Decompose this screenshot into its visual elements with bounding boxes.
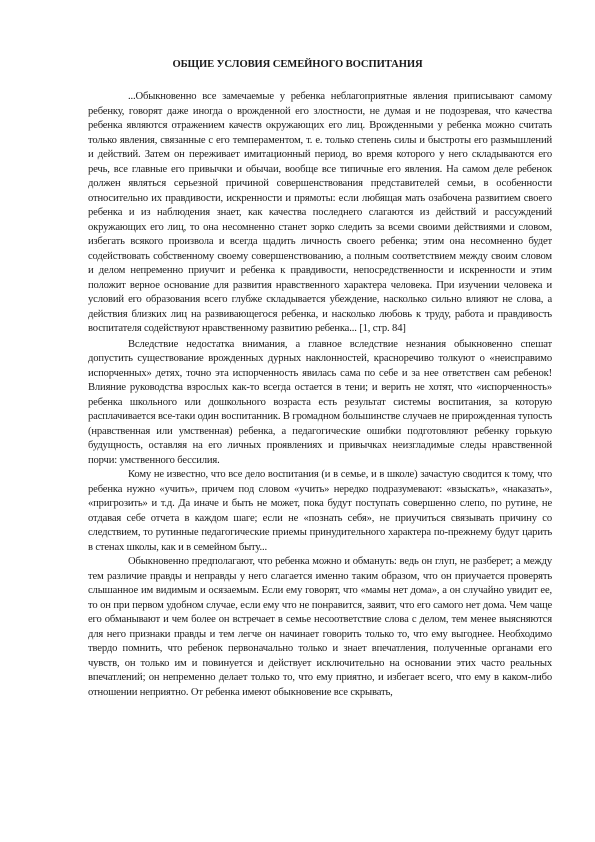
document-title: ОБЩИЕ УСЛОВИЯ СЕМЕЙНОГО ВОСПИТАНИЯ <box>172 59 423 70</box>
paragraph-2: Вследствие недостатка внимания, а главное вследствие незнания обыкновенно спешат допустить существование врожденных дурных наклонностей, красноречиво толкуют о «неисправимо испорченных» детях, точно эта испорченность явилась сама по себе и за нее ответствен сам ребенок! Влияние руководства взрослых как-то всегда остается в тени; и верить не хотят, что «испорченность» ребенка школьного или дошкольного возраста есть результат системы воспитания, за которую расплачивается все-таки один воспитанник. В громадном большинстве случаев не прирожденная тупость (нравственная или умственная) ребенка, а педагогические ошибки подготовляют ребенку горькую будущность, оставляя на его личных проявлениях и привычках неизгладимые следы нравственной порчи: умственного бессилия. <box>88 338 552 466</box>
paragraph-3: Кому не известно, что все дело воспитания (и в семье, и в школе) зачастую сводится к тому, что ребенка нужно «учить», причем под словом «учить» нередко подразумевают: «взыскать», «наказать», «пригрозить» и т.д. Да иначе и быть не может, пока будут поступать совершенно слепо, по рутине, не отдавая себе отчета в каждом шаге; если не «познать себя», не приучиться связывать причину со следствием, то рутинные педагогические приемы принудительного характера по-прежнему будут царить в стенах школы, как и в семейном быту... <box>88 469 552 553</box>
paragraph-1: ...Обыкновенно все замечаемые у ребенка неблагоприятные явления приписывают самому ребенку, говорят даже иногда о врожденной его злостности, не думая и не подозревая, что качества ребенка являются отражением качеств окружающих его лиц. Врожденными у ребенка можно считать только явления, связанные с его темпераментом, т. е. только степень силы и быстроты его размышлений и действий. Затем он переживает имитационный период, во время которого у него складываются его речь, все главные его привычки и обычаи, вообще все типичные его явления. На самом деле ребенок должен являться серьезной причиной совершенствования представителей семьи, в особенности относительно их правдивости, искренности и прямоты: если любящая мать озабочена развитием своего ребенка и из наблюдения знает, как качества последнего слагаются из действий и рассуждений окружающих его лиц, то она несомненно станет зорко следить за всеми своими действиями и словом, избегать всякого произвола и всегда щадить личность своего ребенка; этим она несомненно будет содействовать собственному своему совершенствованию, а полным соответствием между своим словом и делом непременно приучит и ребенка к правдивости, непосредственности и искренности и этим положит верное основание для развития нравственного характера человека. При изучении человека и условий его образования всего глубже складывается убеждение, насколько сильно влияют не слова, а действия близких лиц на развивающегося ребенка, и насколько любовь к труду, работа и правдивость воспитателя содействуют нравственному развитию ребенка... [1, стр. 84] <box>88 91 552 334</box>
paragraph-4: Обыкновенно предполагают, что ребенка можно и обмануть: ведь он глуп, не разберет; а между тем различие правды и неправды у него слагается именно таким образом, что он приучается проверять слышанное им видимым и осязаемым. Если ему говорят, что «мамы нет дома», а он случайно увидит ее, то он при первом удобном случае, если ему что не понравится, заявит, что его самого нет дома. Чем чаще его обманывают и чем более он встречает в семье несоответствие слова с делом, тем менее выясняются для него признаки правды и тем легче он начинает говорить только то, что ему выгоднее. Необходимо твердо помнить, что ребенок первоначально только и знает впечатления, полученные органами его чувств, он только им и повинуется и действует исключительно на основании этих часто реальных впечатлений; он непременно делает только то, что ему приятно, и избегает всего, что ему в каком-либо отношении неприятно. От ребенка имеют обыкновение все скрывать, <box>88 556 552 698</box>
document-body <box>88 90 552 700</box>
